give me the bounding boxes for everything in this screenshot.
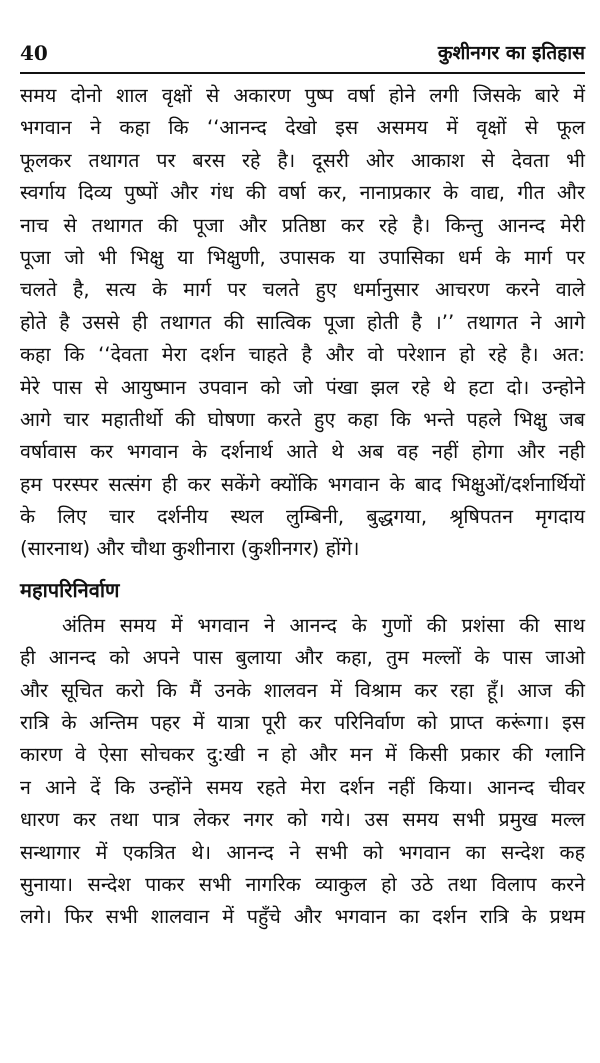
text-line: स्वर्गाय दिव्य पुष्पों और गंध की वर्षा कर, नानाप्रकार के वाद्य, गीत और (20, 181, 585, 205)
text-line: वर्षावास कर भगवान के दर्शनार्थ आते थे अब वह नहीं होगा और नही (20, 440, 585, 464)
page-number: 40 (20, 41, 48, 65)
page-header (20, 40, 585, 74)
text-line: कहा कि ‘‘देवता मेरा दर्शन चाहते है और वो परेशान हो रहे है। अत: (20, 343, 585, 367)
text-line: आगे चार महातीर्थो की घोषणा करते हुए कहा कि भन्ते पहले भिक्षु जब (20, 407, 585, 431)
header-rule (20, 72, 585, 74)
text-line: न आने दें कि उन्होंने समय रहते मेरा दर्शन नहीं किया। आनन्द चीवर (20, 775, 585, 799)
text-line: पूजा जो भी भिक्षु या भिक्षुणी, उपासक या उपासिका धर्म के मार्ग पर (20, 245, 585, 269)
text-line: भगवान ने कहा कि ‘‘आनन्द देखो इस असमय में वृक्षों से फूल (20, 116, 585, 140)
section-heading: महापरिनिर्वाण (20, 577, 120, 602)
running-title: कुशीनगर का इतिहास (437, 42, 585, 64)
text-line: नाच से तथागत की पूजा और प्रतिष्ठा कर रहे है। किन्तु आनन्द मेरी (20, 213, 585, 237)
text-line: (सारनाथ) और चौथा कुशीनारा (कुशीनगर) होंगे। (20, 537, 360, 561)
text-line: होते है उससे ही तथागत की सात्विक पूजा होती है ।’’ तथागत ने आगे (20, 310, 585, 334)
text-line: मेरे पास से आयुष्मान उपवान को जो पंखा झल रहे थे हटा दो। उन्होने (20, 375, 585, 399)
text-line: लगे। फिर सभी शालवान में पहुँचे और भगवान का दर्शन रात्रि के प्रथम (20, 905, 585, 929)
paragraph-1 (20, 80, 585, 566)
text-line: अंतिम समय में भगवान ने आनन्द के गुणों की प्रशंसा की साथ (62, 613, 585, 637)
text-line: धारण कर तथा पात्र लेकर नगर को गये। उस समय सभी प्रमुख मल्ल (20, 808, 585, 832)
text-line: कारण वे ऐसा सोचकर दु:खी न हो और मन में किसी प्रकार की ग्लानि (20, 743, 585, 767)
text-line: ही आनन्द को अपने पास बुलाया और कहा, तुम मल्लों के पास जाओ (20, 646, 585, 670)
text-line: सुनाया। सन्देश पाकर सभी नागरिक व्याकुल हो उठे तथा विलाप करने (20, 872, 585, 896)
text-line: रात्रि के अन्तिम पहर में यात्रा पूरी कर परिनिर्वाण को प्राप्त करूंगा। इस (20, 711, 585, 735)
text-line: हम परस्पर सत्संग ही कर सकेंगे क्योंकि भगवान के बाद भिक्षुओं/दर्शनार्थियों (20, 472, 585, 496)
book-page (20, 40, 585, 934)
text-line: के लिए चार दर्शनीय स्थल लुम्बिनी, बुद्धगया, श्रृषिपतन मृगदाय (20, 505, 585, 529)
text-line: सन्थागार में एकत्रित थे। आनन्द ने सभी को भगवान का सन्देश कह (20, 840, 585, 864)
paragraph-2 (20, 610, 585, 934)
text-line: और सूचित करो कि मैं उनके शालवन में विश्राम कर रहा हूँ। आज की (20, 678, 585, 702)
text-line: समय दोनो शाल वृक्षों से अकारण पुष्प वर्षा होने लगी जिसके बारे में (20, 84, 585, 107)
text-line: चलते है, सत्य के मार्ग पर चलते हुए धर्मानुसार आचरण करने वाले (20, 278, 585, 302)
text-line: फूलकर तथागत पर बरस रहे है। दूसरी ओर आकाश से देवता भी (20, 148, 585, 172)
